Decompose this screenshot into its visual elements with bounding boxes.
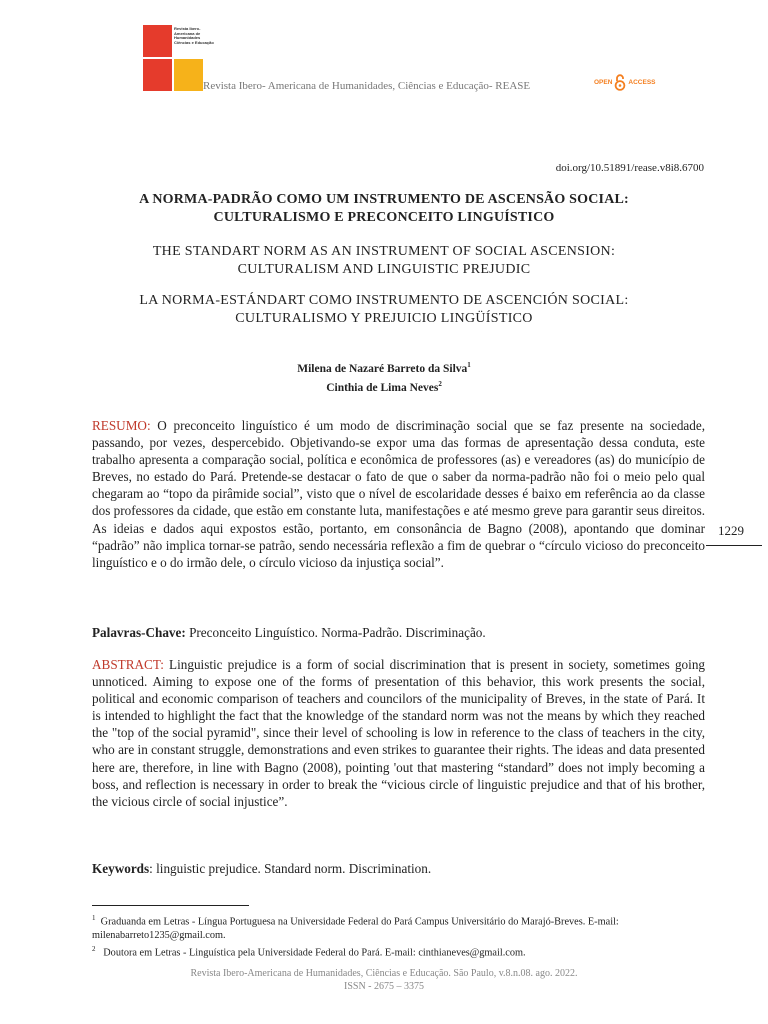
title-english <box>60 243 708 279</box>
resumo-text: O preconceito linguístico é um modo de discriminação social que se faz presente na sociedade, passando, por vezes, despercebido. Objetivando-se expor uma das formas de apresentação dessa conduta, este trabalho apresenta a comparação social, política e econômica de professores (as) e vereadores (as) do município de Breves, no estado do Pará. Pretende-se destacar o fato de que o saber da norma-padrão não foi o meio pelo qual chegaram ao “topo da pirâmide social”, visto que o nível de escolaridade desses é baixo em referência ao da classe dos professores da cidade, que estão em constante luta, manifestações e até mesmo greve para garantir seus direitos. As ideias e dados aqui expostos estão, portanto, em consonância de Bagno (2008), apontando que dominar “padrão” não implica tornar-se patrão, sendo necessária reflexão a fim de quebrar o “círculo vicioso do preconceito linguístico e o do irmão dele, o círculo vicioso da injustiça social”. <box>92 418 706 570</box>
palavras-chave-label: Palavras-Chave: <box>92 625 186 640</box>
author-2 <box>60 377 708 396</box>
title-spanish <box>60 292 708 328</box>
title-spanish-line2: CULTURALISMO Y PREJUICIO LINGÜÍSTICO <box>235 311 533 326</box>
footnote-2 <box>92 943 712 960</box>
title-portuguese-line2: CULTURALISMO E PRECONCEITO LINGUÍSTICO <box>213 210 555 225</box>
logo-red-square-top <box>143 25 172 57</box>
logo-red-square-bottom <box>143 59 172 91</box>
footnote-1-mark: 1 <box>92 914 96 922</box>
author-2-footnote-mark[interactable]: 2 <box>438 379 442 388</box>
abstract-label: ABSTRACT: <box>92 657 164 672</box>
author-1 <box>60 358 708 377</box>
abstract-paragraph <box>92 656 705 810</box>
keywords-paragraph <box>92 860 705 877</box>
footnote-2-mark: 2 <box>92 945 96 953</box>
journal-logo <box>143 25 214 91</box>
doi-link[interactable]: doi.org/10.51891/rease.v8i8.6700 <box>555 162 704 174</box>
footnote-divider <box>92 905 249 906</box>
palavras-chave-paragraph <box>92 624 705 641</box>
resumo-label: RESUMO: <box>92 418 151 433</box>
page-number-rule <box>706 545 762 546</box>
author-2-name: Cinthia de Lima Neves <box>326 381 439 394</box>
title-spanish-line1: LA NORMA-ESTÁNDART COMO INSTRUMENTO DE ASCENCIÓN SOCIAL: <box>139 293 629 308</box>
page-footer <box>60 967 708 993</box>
footer-issn: ISSN - 2675 – 3375 <box>343 981 424 992</box>
abstract-text: Linguistic prejudice is a form of social discrimination that is present in society, sometimes going unnoticed. Aiming to expose one of the forms of presentation of this behavior, this work presents the social, political and economic comparison of teachers and councilors of the municipality of Breves, in the state of Pará. It is intended to highlight the fact that the knowledge of the standard norm was not the means by which they reached the "top of the social pyramid", since their level of schooling is low in reference to the class of teachers in the city, who are in constant struggle, demonstrations and even strikes to guarantee their rights. The ideas and data presented here are, therefore, in line with Bagno (2008), pointing 'out that mastering “standard” does not imply becoming a boss, and reflection is necessary in order to break the “vicious circle of linguistic prejudice and that of his brother, the vicious circle of social injustice”. <box>92 657 706 809</box>
logo-yellow-square <box>174 59 203 91</box>
palavras-chave-text: Preconceito Linguístico. Norma-Padrão. Discriminação. <box>189 625 486 640</box>
author-1-footnote-mark[interactable]: 1 <box>467 361 471 369</box>
open-access-badge[interactable] <box>594 74 656 91</box>
open-access-right-text: ACCESS <box>628 79 656 86</box>
author-1-name: Milena de Nazaré Barreto da Silva <box>297 362 468 375</box>
title-english-line2: CULTURALISM AND LINGUISTIC PREJUDIC <box>237 262 531 277</box>
open-lock-icon <box>614 74 626 91</box>
footer-citation: Revista Ibero-Americana de Humanidades, Ciências e Educação. São Paulo, v.8.n.08. ago. 2022. <box>190 968 578 979</box>
footnote-1 <box>92 912 712 942</box>
journal-header-title: Revista Ibero- Americana de Humanidades, Ciências e Educação- REASE <box>203 80 531 92</box>
footnote-1-text: Graduanda em Letras - Língua Portuguesa na Universidade Federal do Pará Campus Universitário do Marajó-Breves. E-mail: milenabarreto1235@gmail.com. <box>92 916 619 941</box>
keywords-label: Keywords <box>92 861 150 876</box>
page-number: 1229 <box>718 523 744 538</box>
resumo-paragraph <box>92 417 705 571</box>
open-access-left-text: OPEN <box>594 79 613 86</box>
logo-text: Revista Ibero-Americana de Humanidades Ciências e Educação <box>174 26 214 45</box>
title-portuguese-line1: A NORMA-PADRÃO COMO UM INSTRUMENTO DE ASCENSÃO SOCIAL: <box>139 192 629 207</box>
title-english-line1: THE STANDART NORM AS AN INSTRUMENT OF SOCIAL ASCENSION: <box>152 244 616 259</box>
title-portuguese <box>60 191 708 227</box>
keywords-text: : linguistic prejudice. Standard norm. Discrimination. <box>149 861 432 876</box>
footnote-2-text: Doutora em Letras - Linguística pela Universidade Federal do Pará. E-mail: cinthianeves@gmail.com. <box>103 947 526 959</box>
author-list <box>60 358 708 396</box>
